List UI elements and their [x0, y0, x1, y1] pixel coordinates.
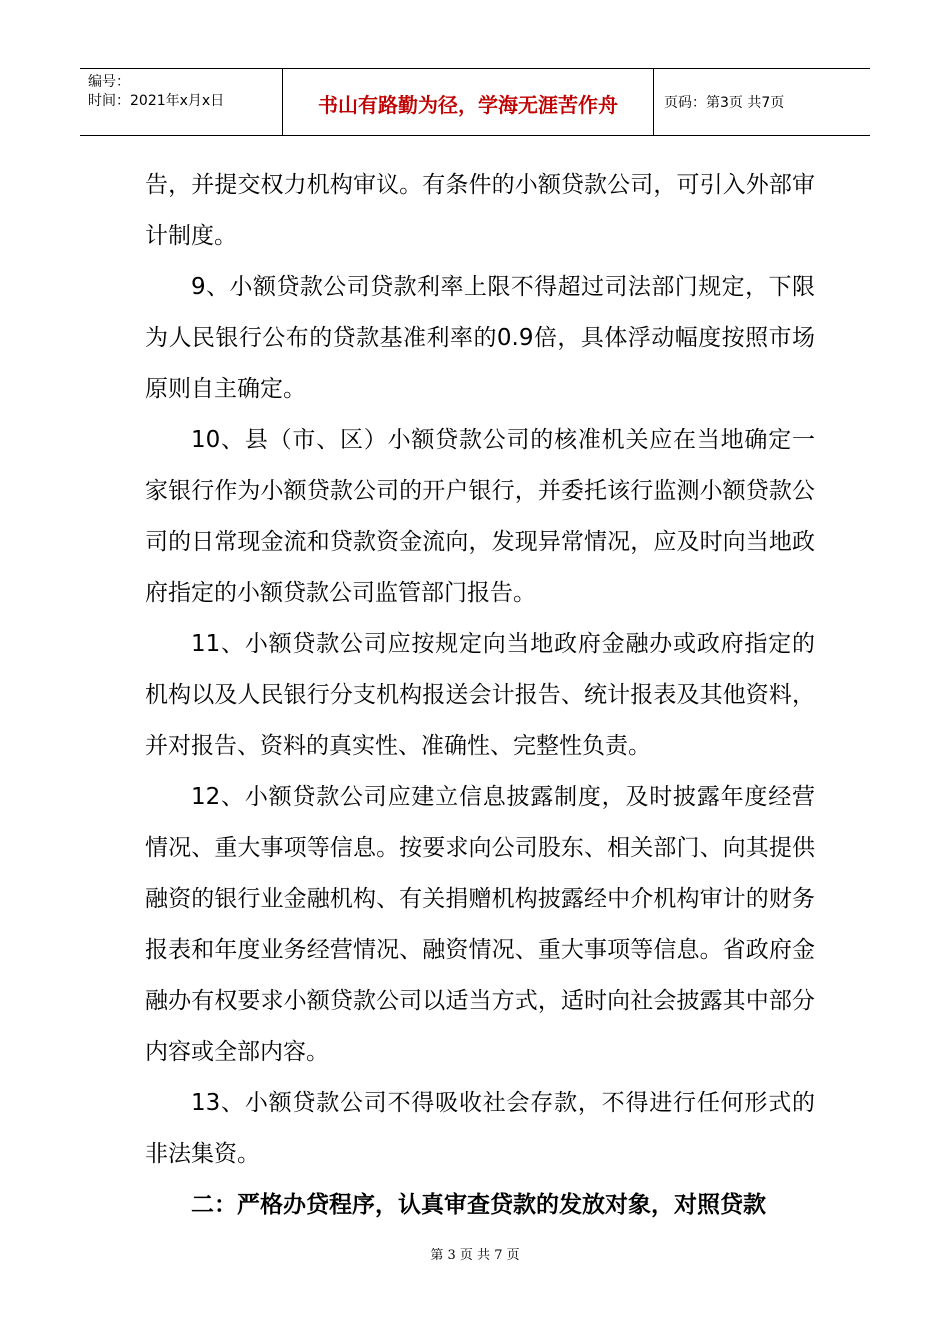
header-page-number: 页码：第3页 共7页	[664, 95, 785, 111]
document-body	[145, 160, 815, 1231]
body-paragraph-item-12: 12、小额贷款公司应建立信息披露制度，及时披露年度经营情况、重大事项等信息。按要求向公司股东、相关部门、向其提供融资的银行业金融机构、有关捐赠机构披露经中介机构审计的财务报表和年度业务经营情况、融资情况、重大事项等信息。省政府金融办有权要求小额贷款公司以适当方式，适时向社会披露其中部分内容或全部内容。	[145, 784, 815, 1065]
body-paragraph-item-13: 13、小额贷款公司不得吸收社会存款，不得进行任何形式的非法集资。	[145, 1090, 815, 1167]
body-paragraph-item-9: 9、小额贷款公司贷款利率上限不得超过司法部门规定，下限为人民银行公布的贷款基准利率的0.9倍，具体浮动幅度按照市场原则自主确定。	[145, 274, 815, 402]
body-paragraph-continuation: 告，并提交权力机构审议。有条件的小额贷款公司，可引入外部审计制度。	[145, 172, 815, 249]
document-time-label: 时间：2021年x月x日	[88, 93, 225, 109]
page-header	[80, 68, 870, 136]
body-paragraph-item-10: 10、县（市、区）小额贷款公司的核准机关应在当地确定一家银行作为小额贷款公司的开户银行，并委托该行监测小额贷款公司的日常现金流和贷款资金流向，发现异常情况，应及时向当地政府指定的小额贷款公司监管部门报告。	[145, 427, 815, 606]
header-motto-cell	[282, 69, 654, 135]
section-heading-two: 二：严格办贷程序，认真审查贷款的发放对象，对照贷款	[191, 1192, 766, 1218]
page-footer: 第 3 页 共 7 页	[430, 1248, 520, 1263]
header-page-cell	[654, 69, 870, 135]
header-motto: 书山有路勤为径，学海无涯苦作舟	[318, 93, 618, 117]
document-number-label: 编号：	[88, 74, 130, 90]
body-paragraph-item-11: 11、小额贷款公司应按规定向当地政府金融办或政府指定的机构以及人民银行分支机构报送会计报告、统计报表及其他资料，并对报告、资料的真实性、准确性、完整性负责。	[145, 631, 815, 759]
header-info-cell	[80, 69, 282, 135]
